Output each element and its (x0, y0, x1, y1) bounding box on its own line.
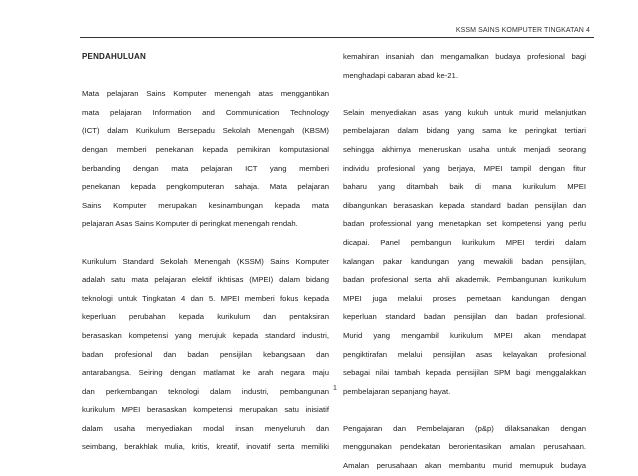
paragraph-intro (82, 85, 329, 234)
text-line: badan professional yang menetapkan set kompetensi yang perlu (343, 219, 586, 229)
text-line: menggunakan pendekatan berorientasikan amalan perusahaan. (343, 442, 586, 452)
paragraph-kssm (82, 253, 329, 458)
text-line: dicapai. Panel pembangun kurikulum MPEI terdiri dalam (343, 237, 586, 247)
text-line: antarabangsa. Seiring dengan matlamat ke arah negara maju (82, 368, 329, 378)
text-line: Amalan perusahaan akan membantu murid memupuk budaya (343, 461, 586, 471)
text-line: Mata pelajaran Sains Komputer menengah atas menggantikan (82, 89, 329, 99)
text-line: berasaskan kompetensi yang merujuk kepada standard industri, (82, 330, 329, 340)
text-line: badan profesional serta ahli akademik. Pembangunan kurikulum (343, 275, 586, 285)
text-line: badan profesional dan badan pensijilan kebangsaan dan (82, 349, 329, 359)
text-line: dalam usaha menyediakan modal insan menyeluruh dan (82, 423, 329, 433)
text-line: dibangunkan berasaskan kepada standard badan pensijilan dan (343, 200, 586, 210)
text-line: pembelajaran dalam bidang yang sama ke peringkat tertiari (343, 126, 586, 136)
text-line: dan perkembangan teknologi dalam industri, pembangunan (82, 386, 329, 396)
text-line: (ICT) dalam Kurikulum Bersepadu Sekolah Menengah (KBSM) (82, 126, 329, 136)
text-line: keperluan standard badan pensijilan dan badan profesional. (343, 312, 586, 322)
text-line: seimbang, berakhlak mulia, kritis, kreatif, inovatif serta memiliki (82, 442, 329, 452)
header-rule (80, 37, 594, 38)
running-header: KSSM SAINS KOMPUTER TINGKATAN 4 (455, 27, 590, 34)
text-line: mata pelajaran Information and Communication Technology (82, 107, 329, 117)
text-line: MPEI juga melalui proses pemetaan kandungan dengan (343, 293, 586, 303)
text-line: adalah satu mata pelajaran elektif ikhtisas (MPEI) dalam bidang (82, 275, 329, 285)
text-line: baharu yang ditambah baik di mana kurikulum MPEI (343, 182, 586, 192)
text-line: Murid yang mengambil kurikulum MPEI akan mendapat (343, 330, 586, 340)
text-line: Selain menyediakan asas yang kukuh untuk murid melanjutkan (343, 107, 586, 117)
page-number: 1 (333, 385, 337, 392)
text-line: kemahiran insaniah dan mengamalkan budaya profesional bagi (343, 52, 586, 61)
text-line: berbanding dengan mata pelajaran ICT yang memberi (82, 163, 329, 173)
text-line: sebagai nilai tambah kepada pensijilan SPM bagi menggalakkan (343, 368, 586, 378)
text-line: dengan memberi penekanan kepada pemikiran komputasional (82, 144, 329, 154)
text-line: Pengajaran dan Pembelajaran (p&p) dilaksanakan dengan (343, 423, 586, 433)
section-heading: PENDAHULUAN (82, 52, 146, 61)
paragraph-mpei (343, 104, 586, 402)
text-line: menghadapi cabaran abad ke-21. (343, 70, 458, 80)
text-line: Kurikulum Standard Sekolah Menengah (KSSM) Sains Komputer (82, 256, 329, 266)
text-line: penekanan kepada pengkomputeran sahaja. Mata pelajaran (82, 182, 329, 192)
text-line: kurikulum MPEI berasaskan kompetensi merupakan satu inisiatif (82, 405, 329, 415)
paragraph-pdp (343, 420, 586, 476)
paragraph-continuation (343, 48, 586, 85)
text-line: pelajaran Asas Sains Komputer di peringkat menengah rendah. (82, 219, 298, 229)
spacer (82, 67, 329, 86)
text-line: individu profesional yang berjaya, MPEI tampil dengan fitur (343, 163, 586, 173)
spacer (343, 401, 586, 420)
text-line: pembelajaran sepanjang hayat. (343, 386, 451, 396)
spacer (343, 85, 586, 104)
left-column (82, 48, 329, 457)
text-line: pengiktirafan melalui pensijilan asas kelayakan profesional (343, 349, 586, 359)
right-column (343, 48, 586, 476)
text-line: sehingga akhirnya meneruskan usaha untuk menjadi seorang (343, 144, 586, 154)
text-line: keperluan perubahan kepada kurikulum dan pentaksiran (82, 312, 329, 322)
text-line: kalangan pakar kandungan yang mewakili badan pensijilan, (343, 256, 586, 266)
text-line: teknologi untuk Tingkatan 4 dan 5. MPEI memberi fokus kepada (82, 293, 329, 303)
spacer (82, 234, 329, 253)
text-line: Sains Komputer merupakan kesinambungan kepada mata (82, 200, 329, 210)
